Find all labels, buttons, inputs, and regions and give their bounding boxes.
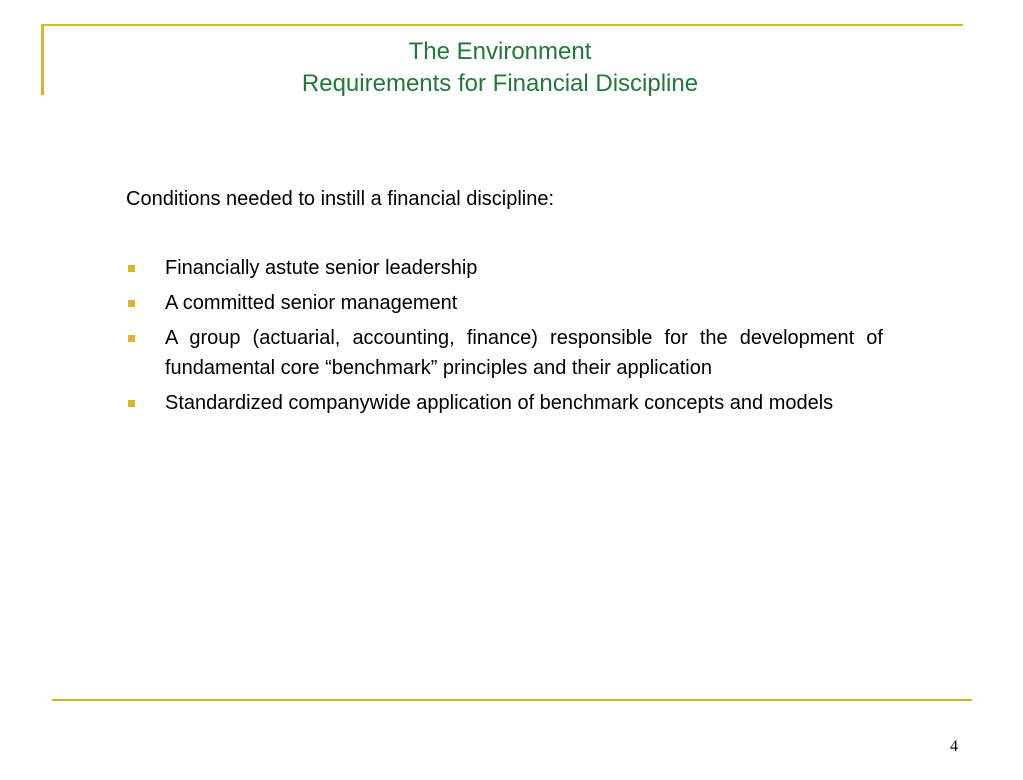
frame-top-rule xyxy=(41,24,963,26)
bullet-text: A committed senior management xyxy=(165,292,458,314)
slide-title xyxy=(0,36,1000,100)
intro-text: Conditions needed to instill a financial discipline: xyxy=(126,188,555,210)
bullet-text: Standardized companywide application of benchmark concepts and models xyxy=(165,392,834,414)
page-number: 4 xyxy=(950,738,958,755)
square-bullet-icon xyxy=(128,335,135,342)
square-bullet-icon xyxy=(128,265,135,272)
bullet-item xyxy=(126,288,883,318)
title-line-1: The Environment xyxy=(408,38,592,65)
square-bullet-icon xyxy=(128,300,135,307)
bullet-item xyxy=(126,388,883,418)
slide-body xyxy=(126,184,883,423)
bullet-list xyxy=(126,253,883,418)
footer-rule xyxy=(52,699,972,701)
bullet-text: A group (actuarial, accounting, finance) responsible for the development of fundamental core “benchmark” principles and their application xyxy=(165,327,883,379)
square-bullet-icon xyxy=(128,400,135,407)
bullet-text: Financially astute senior leadership xyxy=(165,257,478,279)
bullet-item xyxy=(126,323,883,383)
title-line-2: Requirements for Financial Discipline xyxy=(301,70,699,97)
bullet-item xyxy=(126,253,883,283)
